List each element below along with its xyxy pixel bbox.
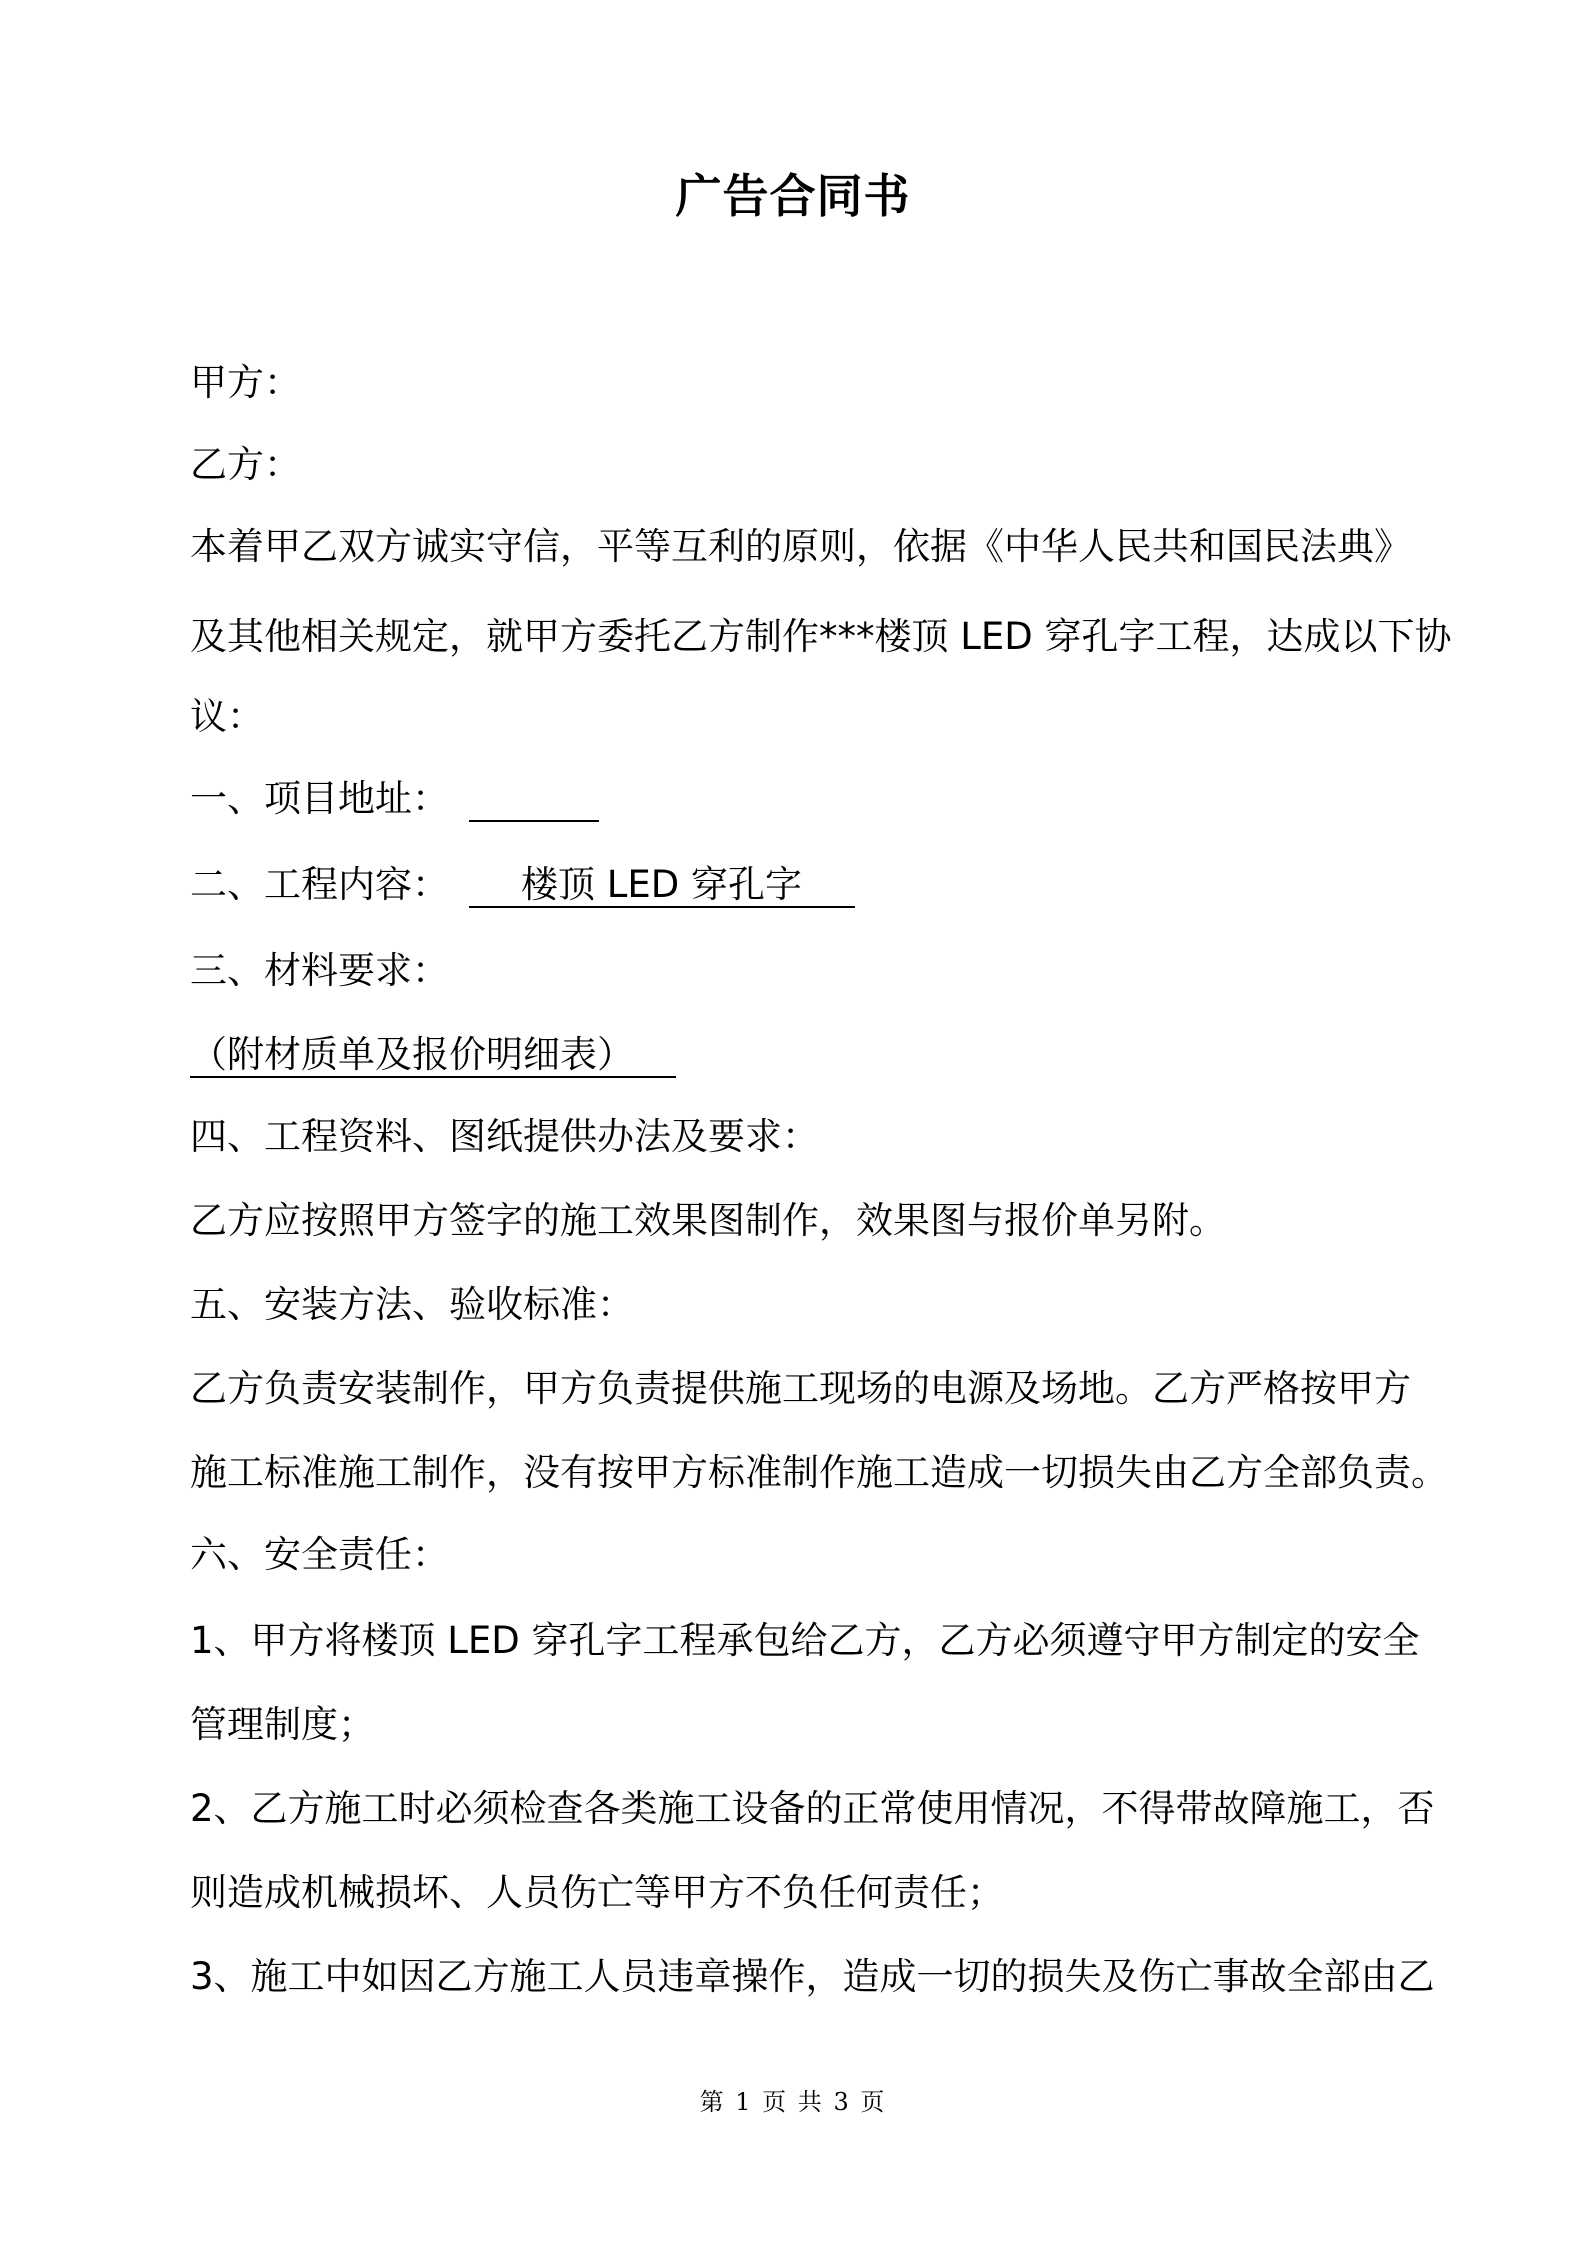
- intro-line-1: 本着甲乙双方诚实守信，平等互利的原则，依据《中华人民共和国民法典》: [190, 525, 1411, 568]
- section-6-label: 六、安全责任：: [190, 1533, 449, 1576]
- party-b-label: 乙方：: [190, 443, 301, 486]
- material-requirements-value: （附材质单及报价明细表）: [190, 1033, 634, 1076]
- project-address-field: [469, 774, 599, 822]
- section-1: [190, 774, 599, 824]
- section-2: [190, 860, 855, 910]
- section-4-text: 乙方应按照甲方签字的施工效果图制作，效果图与报价单另附。: [190, 1199, 1226, 1242]
- project-content-value: 楼顶 LED 穿孔字: [521, 863, 803, 906]
- section-3-value-wrap: [190, 1030, 676, 1080]
- page-footer: 第 1 页 共 3 页: [699, 2088, 887, 2116]
- section-6-item-1-line-1: 1、甲方将楼顶 LED 穿孔字工程承包给乙方，乙方必须遵守甲方制定的安全: [190, 1619, 1420, 1662]
- section-6-item-2-line-1: 2、乙方施工时必须检查各类施工设备的正常使用情况，不得带故障施工，否: [190, 1787, 1435, 1830]
- intro-line-2: 及其他相关规定，就甲方委托乙方制作***楼顶 LED 穿孔字工程，达成以下协: [190, 615, 1452, 658]
- section-4-label: 四、工程资料、图纸提供办法及要求：: [190, 1115, 819, 1158]
- section-5-line-2: 施工标准施工制作，没有按甲方标准制作施工造成一切损失由乙方全部负责。: [190, 1451, 1448, 1494]
- section-5-label: 五、安装方法、验收标准：: [190, 1283, 634, 1326]
- intro-line-3: 议：: [190, 695, 264, 738]
- section-6-item-1-line-2: 管理制度；: [190, 1703, 375, 1746]
- material-requirements-field: [190, 1030, 676, 1078]
- project-content-field: [469, 860, 855, 908]
- section-3-label: 三、材料要求：: [190, 949, 449, 992]
- section-1-label: 一、项目地址：: [190, 777, 449, 820]
- section-6-item-3-line-1: 3、施工中如因乙方施工人员违章操作，造成一切的损失及伤亡事故全部由乙: [190, 1955, 1435, 1998]
- section-6-item-2-line-2: 则造成机械损坏、人员伤亡等甲方不负任何责任；: [190, 1871, 1004, 1914]
- page-title: 广告合同书: [675, 169, 911, 223]
- section-5-line-1: 乙方负责安装制作，甲方负责提供施工现场的电源及场地。乙方严格按甲方: [190, 1367, 1411, 1410]
- party-a-label: 甲方：: [190, 361, 301, 404]
- section-2-label: 二、工程内容：: [190, 863, 449, 906]
